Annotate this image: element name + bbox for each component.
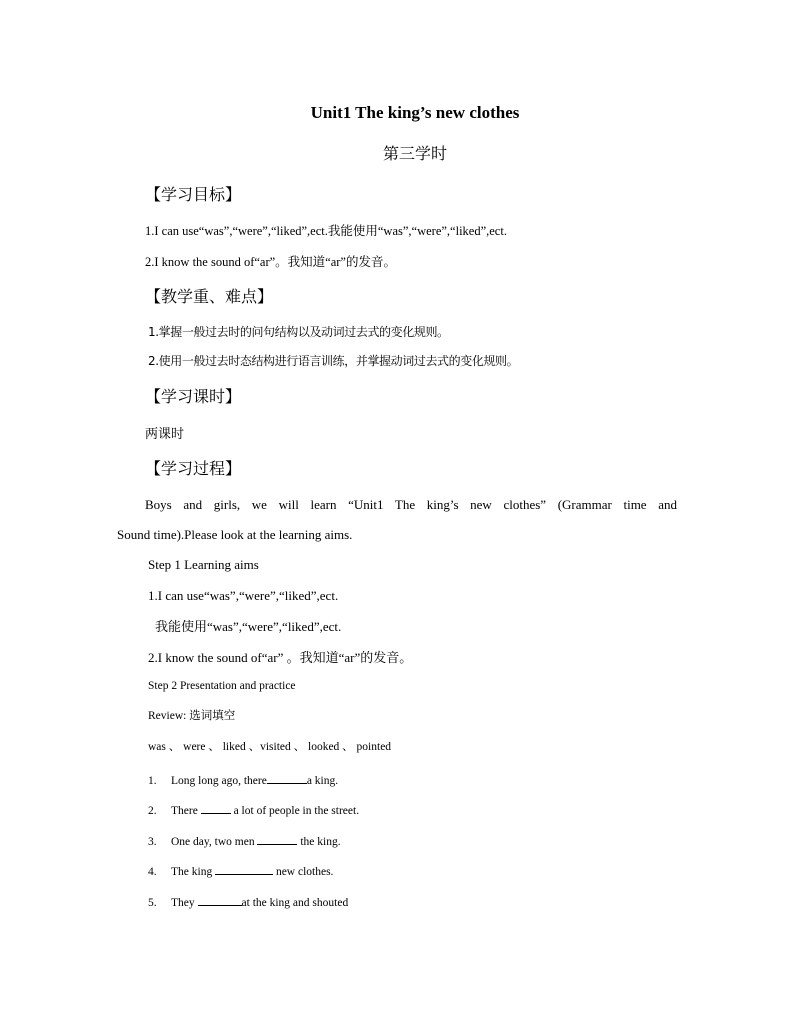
aim-1-chinese: 我能使用“was”,“were”,“liked”,ect.: [155, 619, 342, 634]
answer-blank[interactable]: [198, 894, 242, 906]
process-heading: 【学习过程】: [145, 459, 242, 478]
step-1-label: Step 1 Learning aims: [148, 557, 259, 572]
key-point-1: 1.掌握一般过去时的问句结构以及动词过去式的变化规则。: [148, 325, 449, 339]
answer-blank[interactable]: [267, 772, 307, 784]
exercise-number: 3.: [148, 836, 157, 848]
page-title: Unit1 The king’s new clothes: [310, 103, 520, 122]
intro-paragraph-line-1: Boys and girls, we will learn “Unit1 The king’s new clothes” (Grammar time and: [145, 497, 677, 512]
answer-blank[interactable]: [257, 833, 297, 845]
goal-item-1: 1.I can use“was”,“were”,“liked”,ect.我能使用“was”,“were”,“liked”,ect.: [145, 224, 507, 238]
word-bank: was 、 were 、 liked 、visited 、 looked 、 pointed: [148, 741, 392, 753]
goal-item-2: 2.I know the sound of“ar”。我知道“ar”的发音。: [145, 255, 396, 269]
exercise-text-before: They: [171, 897, 198, 909]
exercise-item: [148, 894, 348, 910]
exercise-text-before: Long long ago, there: [171, 775, 267, 787]
answer-blank[interactable]: [201, 802, 231, 814]
class-hours-heading: 【学习课时】: [145, 387, 242, 406]
answer-blank[interactable]: [215, 863, 273, 875]
exercise-text-after: at the king and shouted: [241, 897, 349, 909]
exercise-text-before: The king: [171, 866, 216, 878]
aim-2: 2.I know the sound of“ar” 。我知道“ar”的发音。: [148, 650, 413, 665]
exercise-number: 1.: [148, 775, 157, 787]
key-point-2: 2.使用一般过去时态结构进行语言训练，并掌握动词过去式的变化规则。: [148, 354, 519, 368]
exercise-item: [148, 863, 333, 879]
step-2-label: Step 2 Presentation and practice: [148, 680, 296, 692]
exercise-text-after: a lot of people in the street.: [230, 805, 360, 817]
exercise-number: 4.: [148, 866, 157, 878]
exercise-number: 5.: [148, 897, 157, 909]
intro-paragraph-line-2: Sound time).Please look at the learning aims.: [117, 527, 353, 542]
goals-heading: 【学习目标】: [145, 185, 242, 204]
exercise-item: [148, 772, 338, 788]
aim-1-english: 1.I can use“was”,“were”,“liked”,ect.: [148, 588, 339, 603]
exercise-item: [148, 802, 359, 818]
review-label: Review: 选词填空: [148, 710, 236, 722]
key-points-heading: 【教学重、难点】: [145, 287, 274, 306]
exercise-text-after: a king.: [306, 775, 339, 787]
exercise-item: [148, 833, 341, 849]
exercise-text-before: There: [171, 805, 201, 817]
exercise-number: 2.: [148, 805, 157, 817]
exercise-text-before: One day, two men: [171, 836, 258, 848]
exercise-text-after: new clothes.: [273, 866, 334, 878]
lesson-period-subtitle: 第三学时: [382, 144, 447, 163]
class-hours-value: 两课时: [145, 427, 185, 442]
exercise-text-after: the king.: [297, 836, 341, 848]
